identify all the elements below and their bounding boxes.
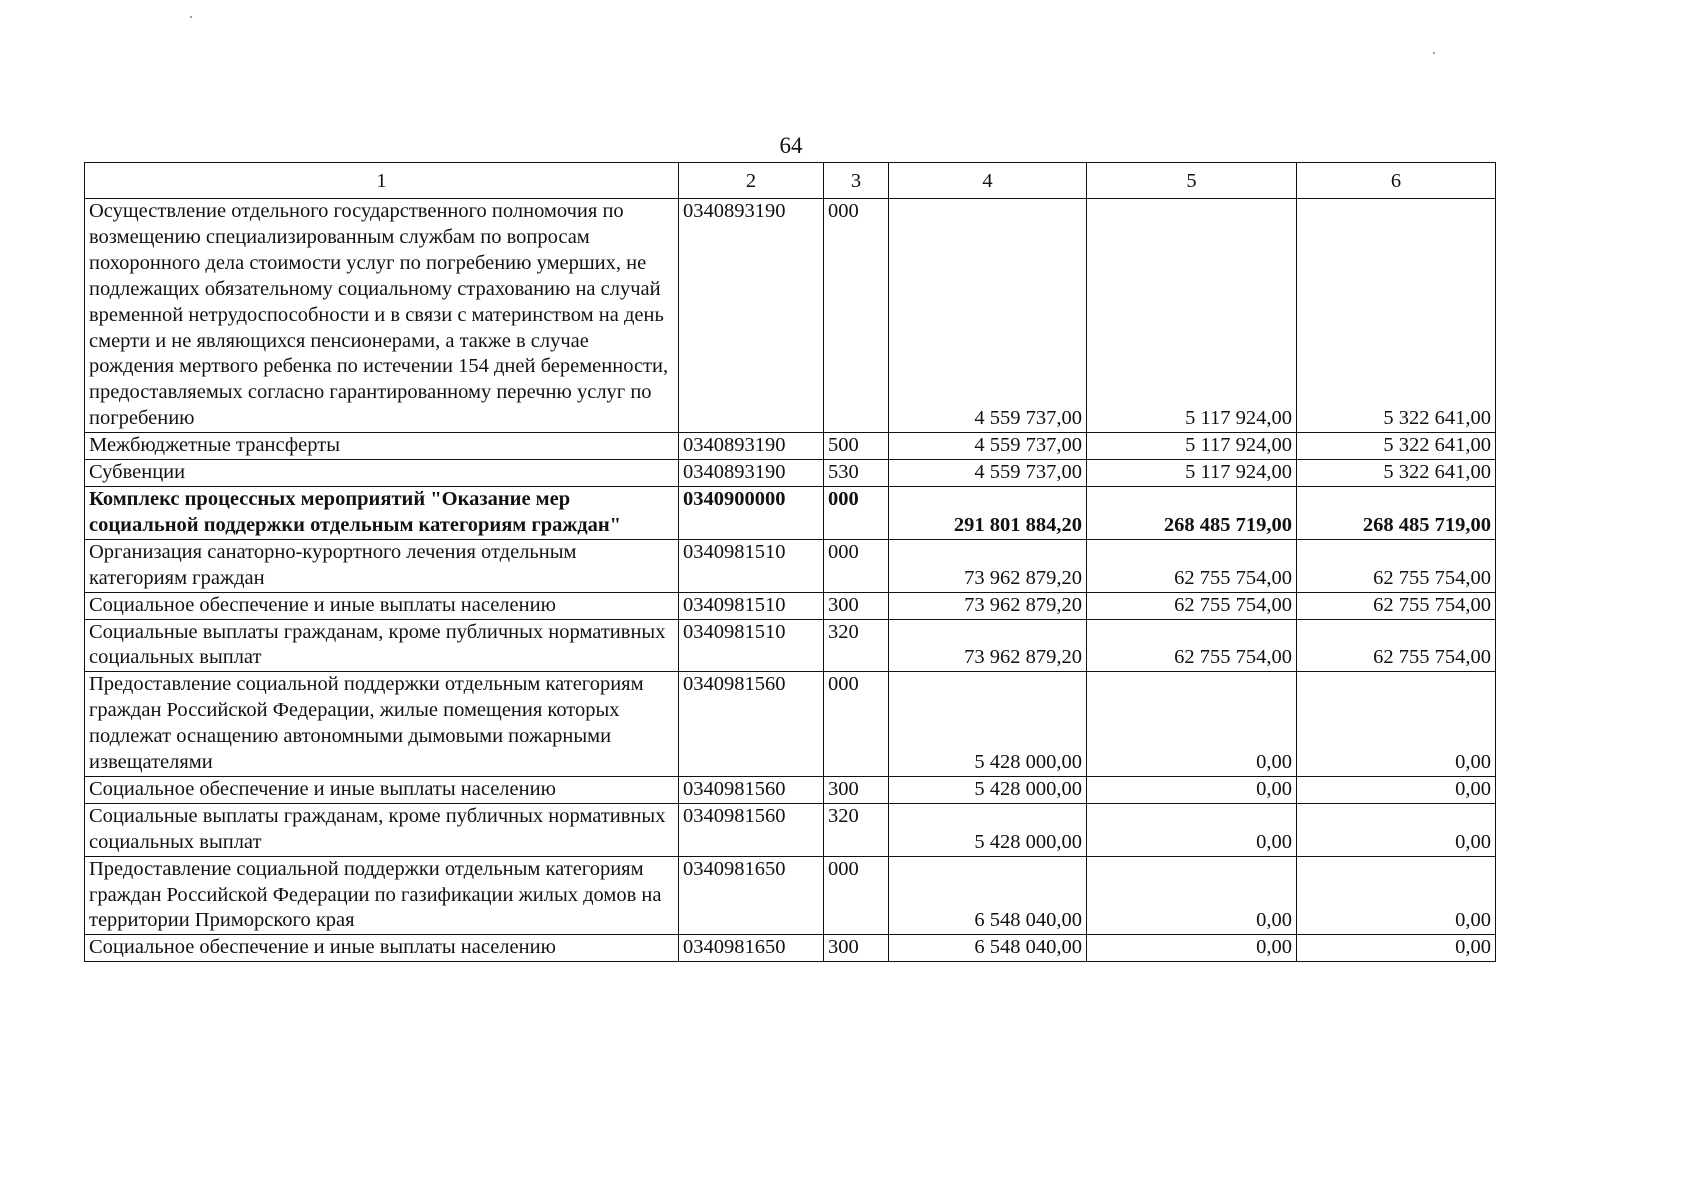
row-amount-col6: 5 322 641,00 [1297,199,1496,433]
row-target-code: 0340981650 [679,935,824,962]
table-row [85,776,1496,803]
row-target-code: 0340981510 [679,592,824,619]
row-expense-type: 530 [824,460,889,487]
scan-speck [1433,52,1435,54]
row-amount-col6: 5 322 641,00 [1297,460,1496,487]
row-amount-col5: 268 485 719,00 [1087,486,1297,539]
row-target-code: 0340893190 [679,433,824,460]
row-amount-col5: 0,00 [1087,935,1297,962]
row-amount-col6: 0,00 [1297,803,1496,856]
row-amount-col5: 0,00 [1087,672,1297,777]
column-number-header: 6 [1297,163,1496,199]
row-target-code: 0340893190 [679,199,824,433]
row-amount-col6: 268 485 719,00 [1297,486,1496,539]
column-number-header: 4 [889,163,1087,199]
row-amount-col6: 62 755 754,00 [1297,539,1496,592]
row-amount-col5: 0,00 [1087,803,1297,856]
row-name: Предоставление социальной поддержки отдельным категориям граждан Российской Федерации по газификации жилых домов на территории Приморского края [85,856,679,935]
row-amount-col6: 0,00 [1297,935,1496,962]
row-name: Предоставление социальной поддержки отдельным категориям граждан Российской Федерации, жилые помещения которых подлежат оснащению автономными дымовыми пожарными извещателями [85,672,679,777]
table-row [85,672,1496,777]
row-amount-col6: 5 322 641,00 [1297,433,1496,460]
row-name: Организация санаторно-курортного лечения отдельным категориям граждан [85,539,679,592]
row-amount-col4: 291 801 884,20 [889,486,1087,539]
row-name: Осуществление отдельного государственного полномочия по возмещению специализированным службам по вопросам похоронного дела стоимости услуг по погребению умерших, не подлежащих обязательному социальному страхованию на случай временной нетрудоспособности и в связи с материнством на день смерти и не являющихся пенсионерами, а также в случае рождения мертвого ребенка по истечении 154 дней беременности, предоставляемых согласно гарантированному перечню услуг по погребению [85,199,679,433]
table-row [85,935,1496,962]
row-name: Социальное обеспечение и иные выплаты населению [85,935,679,962]
table-row [85,803,1496,856]
row-name: Социальное обеспечение и иные выплаты населению [85,776,679,803]
column-number-header: 3 [824,163,889,199]
table-row [85,539,1496,592]
row-amount-col4: 73 962 879,20 [889,539,1087,592]
row-expense-type: 300 [824,935,889,962]
row-amount-col4: 5 428 000,00 [889,776,1087,803]
row-name: Социальные выплаты гражданам, кроме публичных нормативных социальных выплат [85,619,679,672]
row-name: Социальное обеспечение и иные выплаты населению [85,592,679,619]
row-amount-col6: 0,00 [1297,672,1496,777]
row-expense-type: 000 [824,486,889,539]
row-amount-col4: 4 559 737,00 [889,199,1087,433]
table-row [85,619,1496,672]
row-amount-col4: 73 962 879,20 [889,619,1087,672]
column-number-header-row [85,163,1496,199]
table-row [85,856,1496,935]
row-expense-type: 300 [824,592,889,619]
row-expense-type: 320 [824,803,889,856]
table-row [85,486,1496,539]
column-number-header: 2 [679,163,824,199]
row-amount-col4: 4 559 737,00 [889,460,1087,487]
row-name: Межбюджетные трансферты [85,433,679,460]
page-number: 64 [779,133,803,158]
row-amount-col5: 5 117 924,00 [1087,199,1297,433]
row-amount-col5: 62 755 754,00 [1087,539,1297,592]
row-amount-col6: 62 755 754,00 [1297,592,1496,619]
row-amount-col5: 62 755 754,00 [1087,592,1297,619]
row-target-code: 0340981560 [679,672,824,777]
budget-table [84,162,1496,962]
scan-speck [190,16,192,18]
row-amount-col5: 5 117 924,00 [1087,460,1297,487]
row-expense-type: 000 [824,199,889,433]
row-amount-col6: 0,00 [1297,776,1496,803]
row-expense-type: 500 [824,433,889,460]
row-amount-col4: 6 548 040,00 [889,856,1087,935]
row-name: Субвенции [85,460,679,487]
table-row [85,433,1496,460]
row-target-code: 0340981560 [679,776,824,803]
row-expense-type: 000 [824,856,889,935]
column-number-header: 5 [1087,163,1297,199]
row-amount-col5: 62 755 754,00 [1087,619,1297,672]
row-amount-col5: 0,00 [1087,776,1297,803]
row-amount-col4: 4 559 737,00 [889,433,1087,460]
row-expense-type: 300 [824,776,889,803]
row-amount-col5: 0,00 [1087,856,1297,935]
row-amount-col6: 62 755 754,00 [1297,619,1496,672]
row-amount-col6: 0,00 [1297,856,1496,935]
column-number-header: 1 [85,163,679,199]
row-expense-type: 320 [824,619,889,672]
row-target-code: 0340981510 [679,539,824,592]
table-row [85,460,1496,487]
row-expense-type: 000 [824,539,889,592]
row-name: Комплекс процессных мероприятий "Оказание мер социальной поддержки отдельным категориям граждан" [85,486,679,539]
row-amount-col4: 73 962 879,20 [889,592,1087,619]
row-target-code: 0340893190 [679,460,824,487]
row-target-code: 0340981650 [679,856,824,935]
table-row [85,592,1496,619]
row-target-code: 0340900000 [679,486,824,539]
row-amount-col4: 6 548 040,00 [889,935,1087,962]
row-target-code: 0340981510 [679,619,824,672]
row-expense-type: 000 [824,672,889,777]
row-amount-col4: 5 428 000,00 [889,672,1087,777]
table-row [85,199,1496,433]
row-amount-col4: 5 428 000,00 [889,803,1087,856]
row-target-code: 0340981560 [679,803,824,856]
row-amount-col5: 5 117 924,00 [1087,433,1297,460]
row-name: Социальные выплаты гражданам, кроме публичных нормативных социальных выплат [85,803,679,856]
